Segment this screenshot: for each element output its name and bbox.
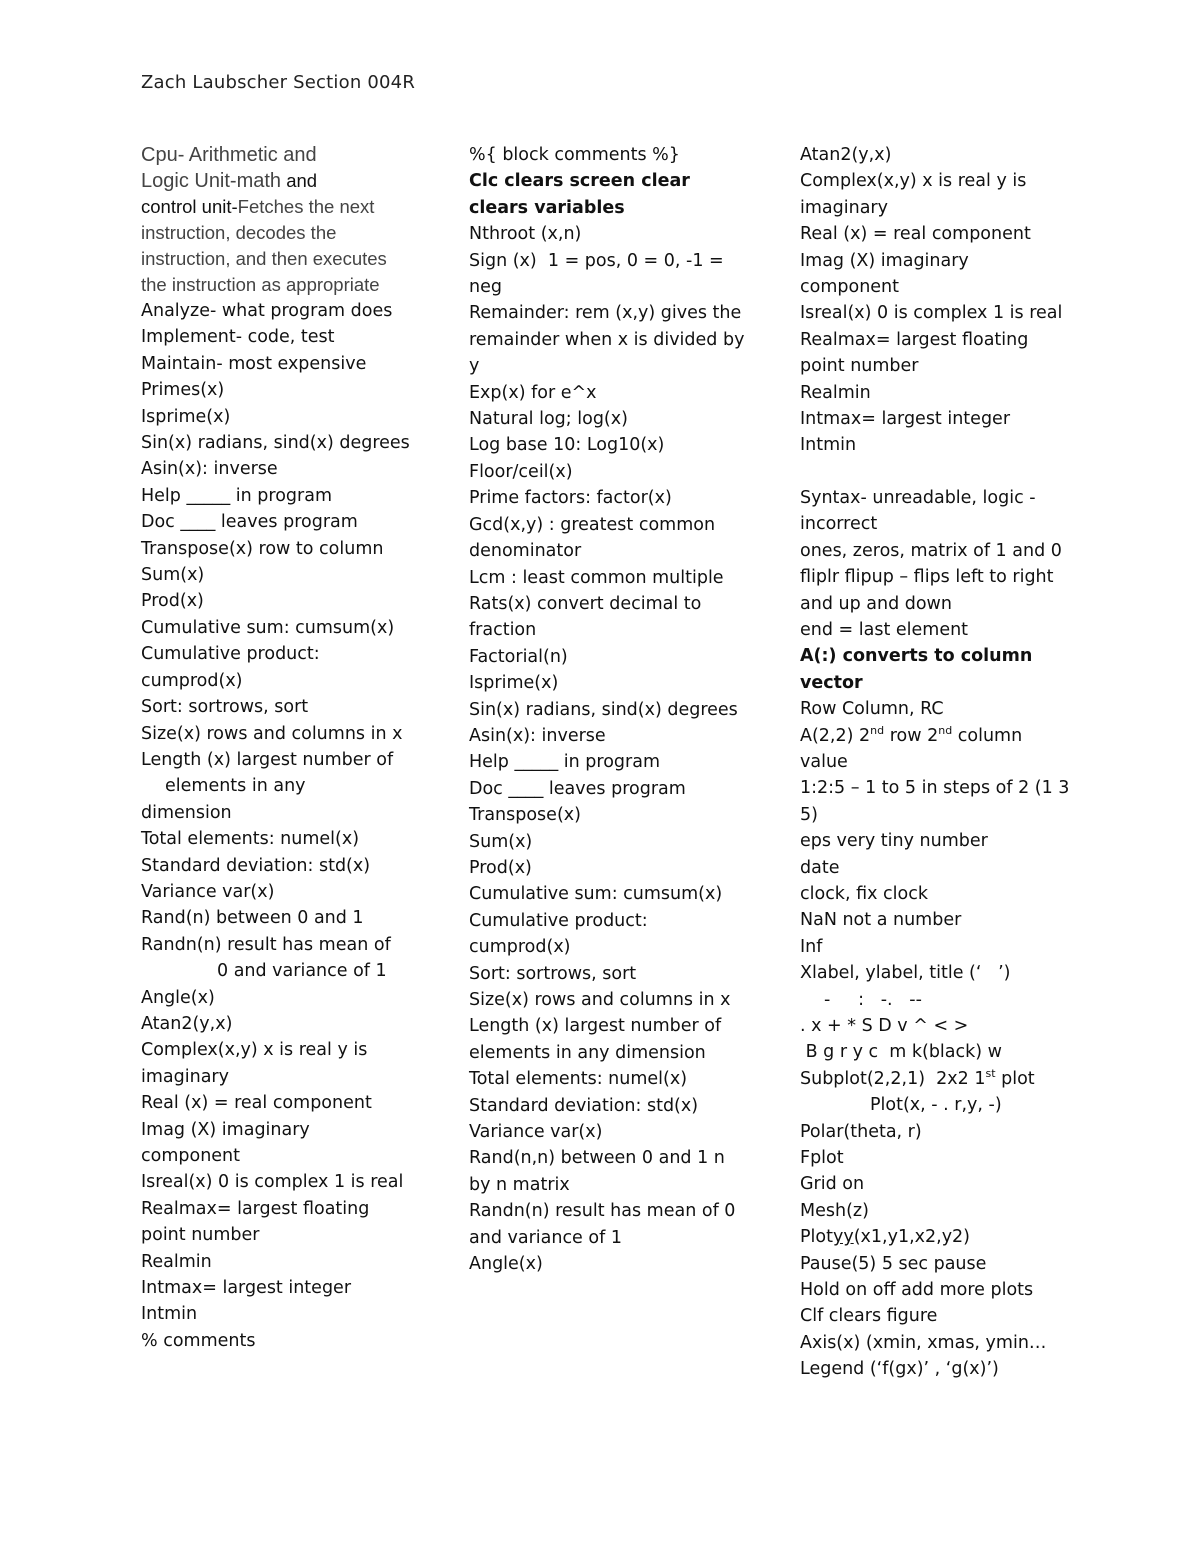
col2-line: Rats(x) convert decimal to fraction (469, 593, 707, 641)
col2-line: Cumulative sum: cumsum(x) (469, 884, 723, 905)
spacer (800, 459, 1070, 485)
col3-line: Syntax- unreadable, logic - incorrect (800, 487, 1042, 535)
col2-line: Isprime(x) (469, 673, 559, 694)
col1-line: Doc ____ leaves program (141, 512, 358, 533)
a22-sup1: nd (870, 723, 885, 737)
col2-line: Exp(x) for e^x (469, 382, 597, 403)
col3-line: Xlabel, ylabel, title (‘ ’) (800, 963, 1011, 984)
col2-line-bold: Clc clears screen clear clears variables (469, 171, 696, 218)
plotyy-c: (x1,y1,x2,y2) (853, 1227, 971, 1248)
col3-line: Plot(x, - . r,y, -) (870, 1095, 1002, 1116)
col2-line: Size(x) rows and columns in x (469, 990, 731, 1010)
col2-line: Help _____ in program (469, 752, 660, 773)
col1-line: Cumulative sum: cumsum(x) (141, 617, 395, 638)
col3-line: Isreal(x) 0 is complex 1 is real (800, 303, 1063, 324)
col2-line: Length (x) largest number of elements in any dimension (469, 1016, 727, 1063)
col3-line: NaN not a number (800, 910, 962, 931)
col1-line: Realmin (141, 1251, 212, 1272)
col1-line: Size(x) rows and columns in x (141, 723, 403, 744)
col1-line: Imag (X) imaginary component (141, 1119, 316, 1166)
col1-line: Realmax= largest floating point number (141, 1198, 375, 1246)
col1-line: Implement- code, test (141, 327, 335, 348)
col2-line: Sin(x) radians, sind(x) degrees (469, 699, 738, 720)
col2-line: Remainder: rem (x,y) gives the remainder when x is divided by y (469, 303, 750, 377)
col2-line: Sum(x) (469, 831, 533, 852)
col3-line-a22 (800, 723, 1070, 776)
col3-line: Clf clears figure (800, 1306, 938, 1327)
control-unit-label: control unit- (141, 196, 238, 217)
col1-line: elements in any (165, 776, 306, 797)
plotyy-a: Plot (800, 1227, 833, 1248)
col1-line: Sin(x) radians, sind(x) degrees (141, 433, 410, 454)
col3-line: Imag (X) imaginary component (800, 250, 975, 298)
page-header: Zach Laubscher Section 004R (141, 72, 416, 93)
col1-line: Length (x) largest number of (141, 749, 394, 770)
col2-line: Variance var(x) (469, 1122, 603, 1143)
subplot-sup: st (985, 1066, 996, 1080)
col2-line: Total elements: numel(x) (469, 1069, 688, 1090)
subplot-post: plot (995, 1068, 1035, 1089)
col3-line: Legend (‘f(gx)’ , ‘g(x)’) (800, 1359, 999, 1380)
col2-line: Sort: sortrows, sort (469, 963, 637, 984)
col2-line: Gcd(x,y) : greatest common denominator (469, 514, 721, 562)
column-2 (469, 142, 749, 1277)
col3-line: Grid on (800, 1174, 865, 1195)
cpu-text: Cpu- Arithmetic and (141, 144, 317, 166)
col2-line: Floor/ceil(x) (469, 461, 573, 482)
col3-line: Real (x) = real component (800, 224, 1031, 245)
col3-line: Hold on off add more plots (800, 1280, 1034, 1301)
col3-line: Axis(x) (xmin, xmas, ymin… (800, 1332, 1047, 1353)
col3-line: fliplr flipup – flips left to right and up and down (800, 567, 1060, 614)
col1-line: Transpose(x) row to column (141, 538, 384, 559)
col3-line-symbols: - : -. -- (824, 989, 922, 1010)
column-1 (141, 142, 411, 1354)
col3-line: 1:2:5 – 1 to 5 in steps of 2 (1 3 5) (800, 778, 1076, 825)
col3-line: Realmax= largest floating point number (800, 329, 1034, 377)
col3-line-bold: A(:) converts to column vector (800, 646, 1039, 693)
control-unit-text: Fetches the next instruction, decodes the instruction, and then executes the instruction as appropriate (141, 196, 387, 295)
col1-line: Isreal(x) 0 is complex 1 is real (141, 1172, 404, 1193)
col1-line: Intmin (141, 1304, 198, 1325)
col1-line: Intmax= largest integer (141, 1278, 352, 1299)
subplot-pre: Subplot(2,2,1) 2x2 1 (800, 1068, 986, 1089)
col1-line: Sum(x) (141, 565, 205, 586)
col1-line: Real (x) = real component (141, 1093, 372, 1114)
col3-line: Atan2(y,x) (800, 145, 892, 165)
col2-line: Prime factors: factor(x) (469, 488, 672, 509)
col1-line: Complex(x,y) x is real y is imaginary (141, 1040, 373, 1087)
col3-line: eps very tiny number (800, 831, 988, 852)
col3-line: Realmin (800, 382, 871, 403)
col3-line: Mesh(z) (800, 1200, 869, 1221)
col1-line: 0 and variance of 1 (217, 961, 387, 982)
col1-line: Atan2(y,x) (141, 1013, 233, 1034)
col3-line: Intmax= largest integer (800, 409, 1011, 430)
col1-line: Sort: sortrows, sort (141, 697, 309, 718)
col3-line: end = last element (800, 619, 969, 640)
col1-line: % comments (141, 1330, 256, 1351)
col3-line: date (800, 857, 840, 878)
col1-line: Cumulative product: cumprod(x) (141, 644, 326, 691)
col1-line: Standard deviation: std(x) (141, 855, 371, 876)
col1-line: Total elements: numel(x) (141, 829, 360, 850)
col1-line: Prod(x) (141, 591, 204, 612)
a22-sup2: nd (938, 723, 953, 737)
a22-post: column value (800, 725, 1028, 772)
col3-line: clock, fix clock (800, 883, 928, 904)
col1-line: Variance var(x) (141, 881, 275, 902)
col3-line-colors: B g r y c m k(black) w (800, 1042, 1002, 1063)
col1-line: Primes(x) (141, 380, 225, 401)
col3-line: Pause(5) 5 sec pause (800, 1253, 987, 1274)
col1-line: Angle(x) (141, 987, 215, 1008)
col3-line: Intmin (800, 435, 857, 456)
col2-line: Cumulative product: cumprod(x) (469, 910, 654, 958)
col1-line: Isprime(x) (141, 406, 231, 427)
col2-line: Sign (x) 1 = pos, 0 = 0, -1 = neg (469, 250, 730, 298)
col2-line: Factorial(n) (469, 646, 568, 667)
col2-line: %{ block comments %} (469, 145, 680, 165)
col2-line: Prod(x) (469, 857, 532, 878)
col2-line: Doc ____ leaves program (469, 778, 686, 799)
col3-line: Fplot (800, 1148, 844, 1169)
col1-line: Help _____ in program (141, 485, 332, 506)
col2-line: Standard deviation: std(x) (469, 1095, 699, 1116)
alu-and-text: and (281, 170, 318, 191)
col1-line: Asin(x): inverse (141, 459, 278, 480)
col1-line: Rand(n) between 0 and 1 (141, 908, 364, 929)
col2-line: Nthroot (x,n) (469, 224, 582, 245)
col2-line: Lcm : least common multiple (469, 567, 724, 588)
column-3 (800, 142, 1076, 1383)
control-unit-definition (141, 194, 411, 298)
col3-line: Inf (800, 936, 823, 957)
col3-line: Complex(x,y) x is real y is imaginary (800, 171, 1032, 218)
plotyy-b: yy (832, 1227, 854, 1248)
col1-line: Randn(n) result has mean of (141, 934, 391, 955)
col1-line: dimension (141, 802, 232, 823)
col2-line: Rand(n,n) between 0 and 1 n by n matrix (469, 1148, 731, 1195)
col3-line-plotyy (800, 1224, 1070, 1250)
col2-line: Transpose(x) (469, 805, 581, 826)
col3-line: Row Column, RC (800, 699, 944, 720)
col2-line: Randn(n) result has mean of 0 and variance of 1 (469, 1201, 742, 1248)
col2-line: Asin(x): inverse (469, 725, 606, 746)
cpu-definition (141, 142, 411, 194)
col3-line: ones, zeros, matrix of 1 and 0 (800, 540, 1062, 561)
a22-mid: row 2 (884, 725, 939, 746)
col3-line: Polar(theta, r) (800, 1121, 922, 1142)
alu-text: Logic Unit-math (141, 170, 282, 192)
col3-line-symbols: . x + * S D v ^ < > (800, 1016, 969, 1036)
a22-pre: A(2,2) 2 (800, 725, 871, 746)
col1-line: Maintain- most expensive (141, 353, 367, 374)
col1-line: Analyze- what program does (141, 301, 393, 321)
col2-line: Angle(x) (469, 1254, 543, 1275)
col2-line: Log base 10: Log10(x) (469, 435, 665, 456)
col2-line: Natural log; log(x) (469, 409, 628, 430)
col3-line-subplot (800, 1066, 1070, 1092)
